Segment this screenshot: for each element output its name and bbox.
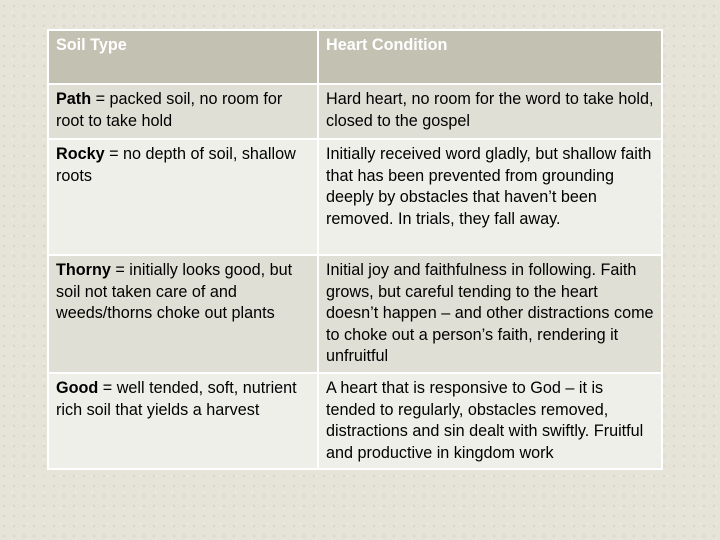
table-row-good (48, 373, 662, 469)
soil-cell (48, 255, 318, 373)
soil-cell (48, 84, 318, 139)
soil-term: Path (56, 90, 92, 108)
table-header-row (48, 30, 662, 84)
soil-description: = no depth of soil, shallow roots (56, 145, 296, 185)
heart-cell: Initial joy and faithfulness in following. Faith grows, but careful tending to the heart doesn’t happen – and other distractions come to choke out a person’s faith, rendering it unfruitful (318, 255, 662, 373)
soil-term: Rocky (56, 145, 105, 163)
table-row-rocky (48, 139, 662, 255)
soil-term: Thorny (56, 261, 111, 279)
table-row-thorny (48, 255, 662, 373)
heart-cell: Initially received word gladly, but shallow faith that has been prevented from grounding deeply by obstacles that haven’t been removed. In trials, they fall away. (318, 139, 662, 255)
soil-term: Good (56, 378, 99, 397)
soil-description: = packed soil, no room for root to take hold (56, 90, 283, 130)
soil-cell (48, 139, 318, 255)
table-row-path (48, 84, 662, 139)
header-heart-condition: Heart Condition (318, 30, 662, 84)
soil-description: = well tended, soft, nutrient rich soil that yields a harvest (56, 378, 297, 419)
soil-description: = initially looks good, but soil not taken care of and weeds/thorns choke out plants (56, 261, 293, 323)
heart-cell: A heart that is responsive to God – it is tended to regularly, obstacles removed, distractions and sin dealt with swiftly. Fruitful and productive in kingdom work (318, 373, 662, 469)
soil-heart-table (47, 29, 663, 470)
header-soil-type: Soil Type (48, 30, 318, 84)
heart-cell: Hard heart, no room for the word to take hold, closed to the gospel (318, 84, 662, 139)
soil-cell (48, 373, 318, 469)
